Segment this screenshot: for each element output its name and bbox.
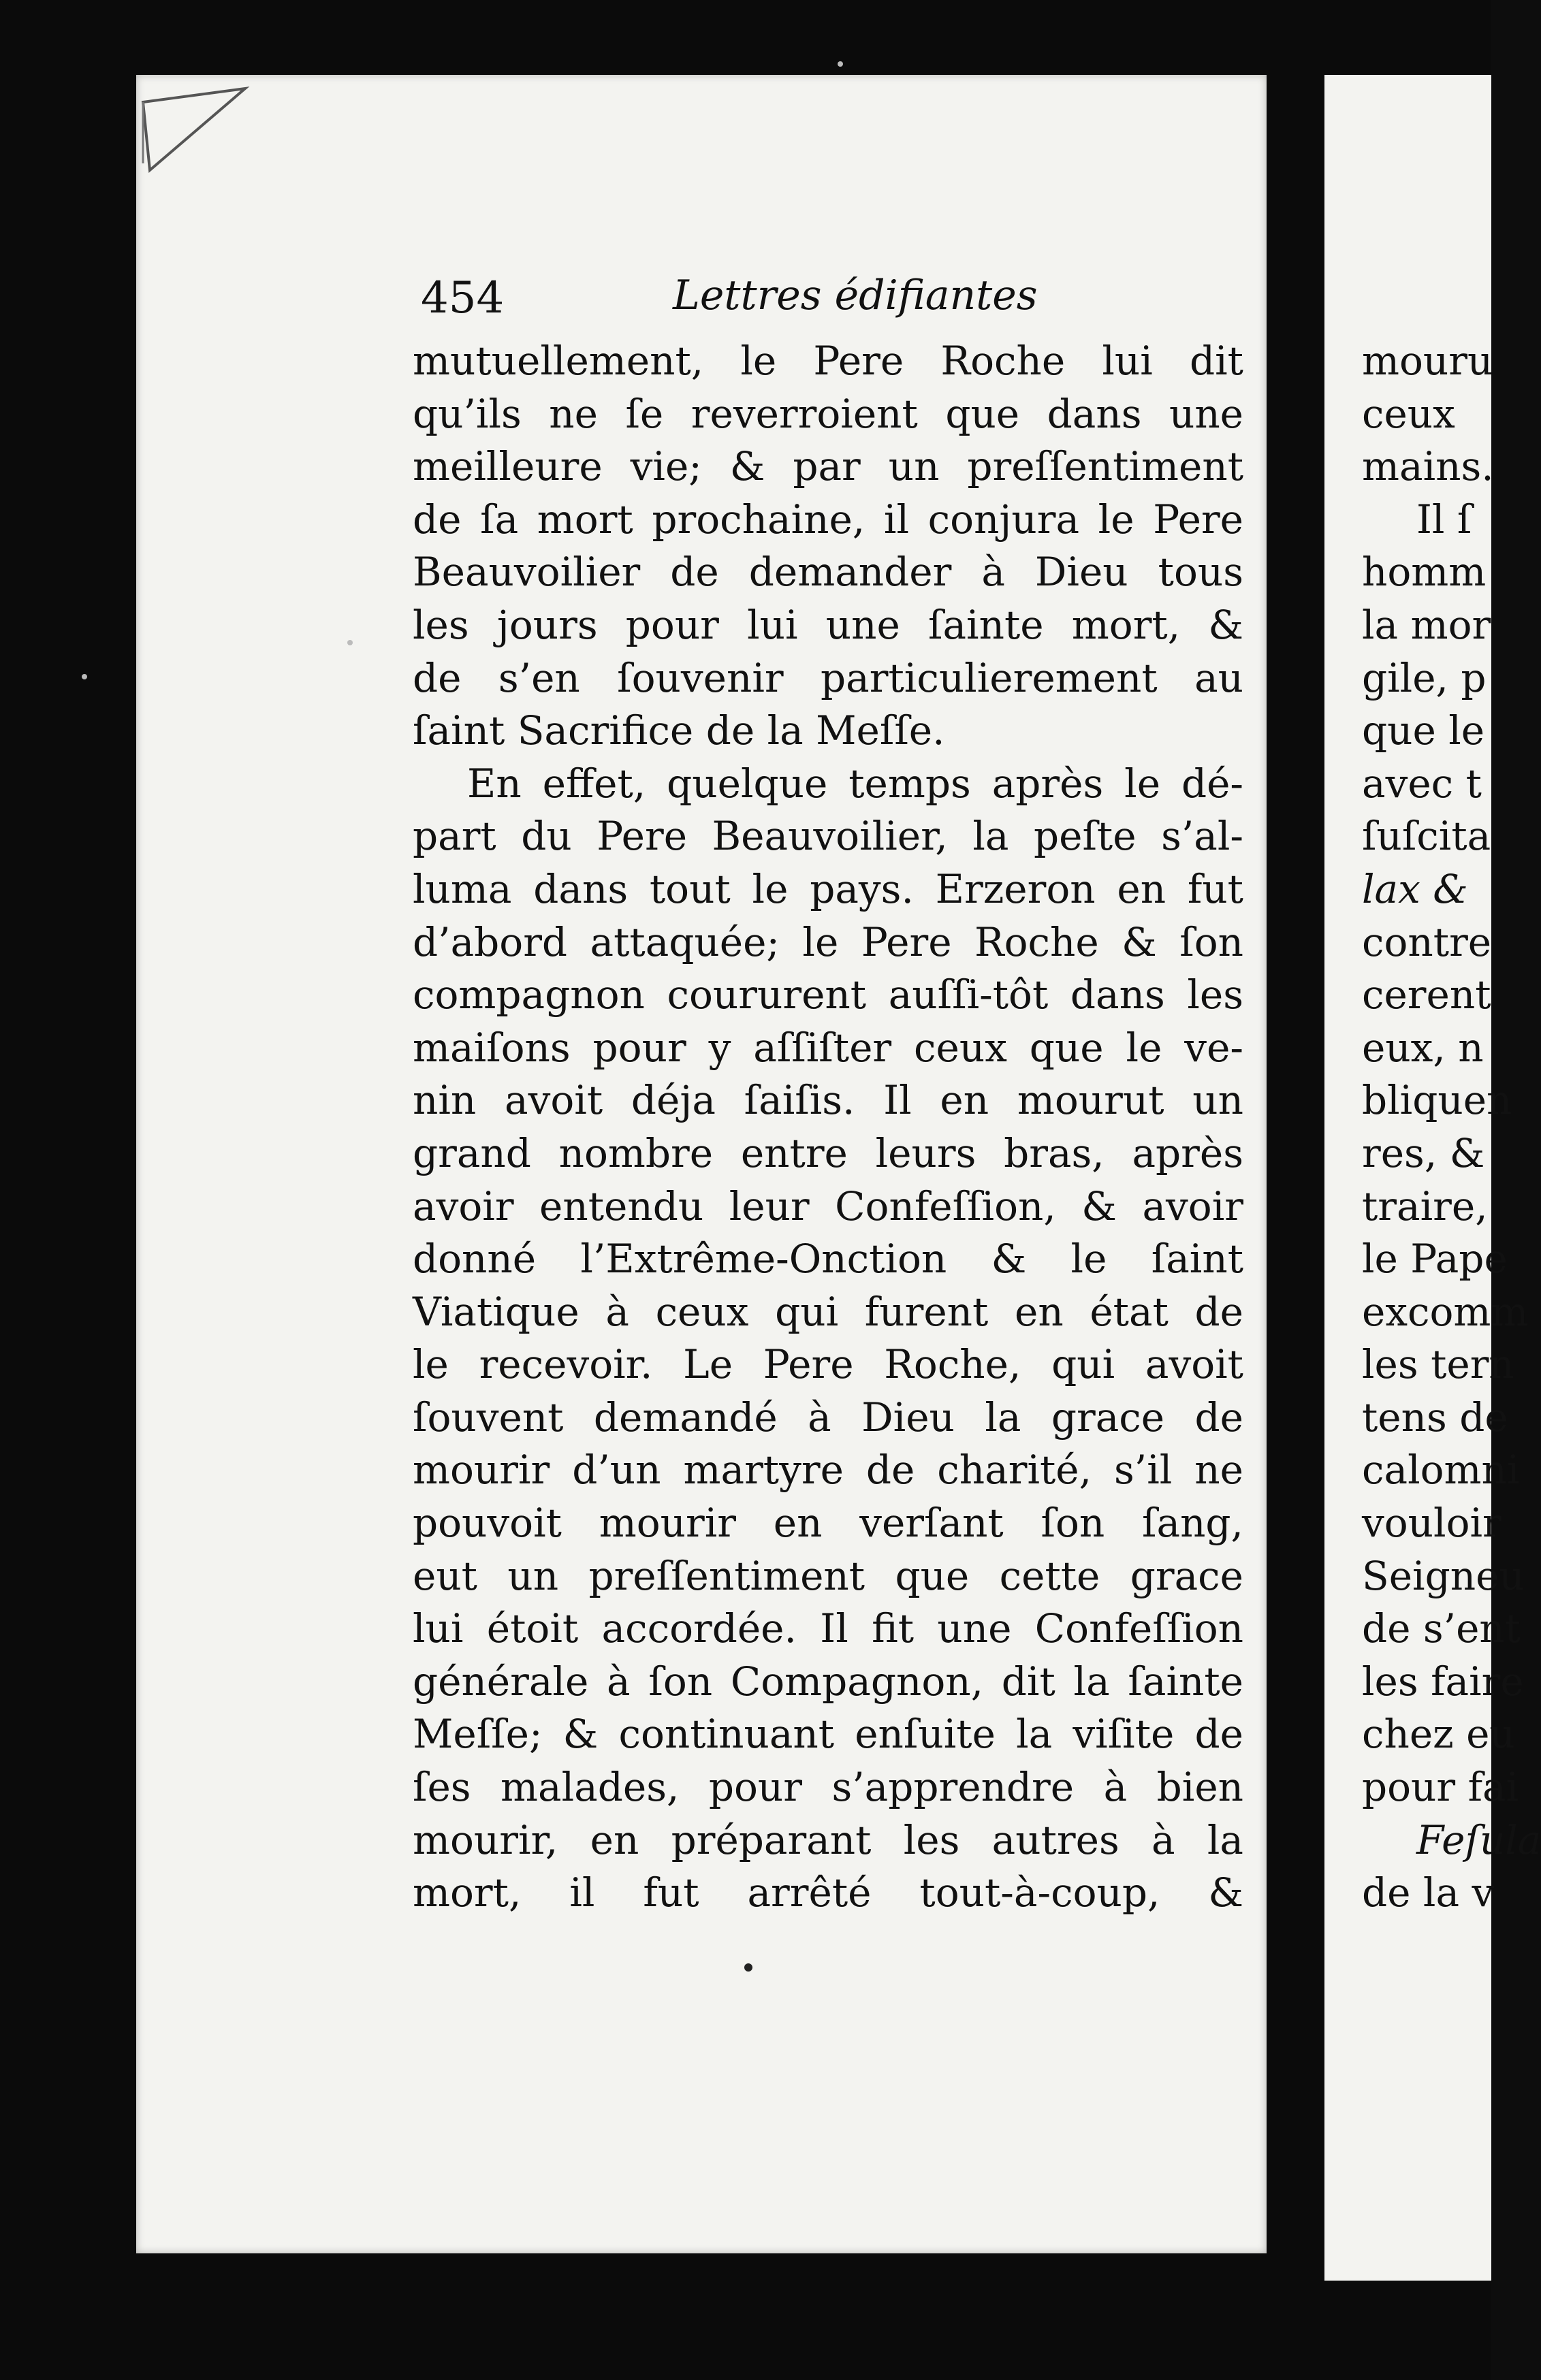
text-line: Beauvoilier de demander à Dieu tous (413, 549, 1243, 596)
text-line: ſouvent demandé à Dieu la grace de (413, 1394, 1243, 1441)
text-line: d’abord attaquée; le Pere Roche & ſon (413, 918, 1243, 965)
text-line: pour fai (1362, 1764, 1519, 1811)
text-line: chez eu (1362, 1711, 1515, 1758)
text-line: générale à ſon Compagnon, dit la ſainte (413, 1658, 1243, 1705)
text-line: cerent (1362, 971, 1491, 1018)
text-line: mains. (1362, 443, 1494, 490)
text-line: calomni (1362, 1447, 1520, 1494)
text-line: Il ſ (1416, 496, 1472, 543)
text-line: Feſula (1416, 1816, 1541, 1863)
text-line: avoir entendu leur Confeſſion, & avoir (413, 1183, 1243, 1229)
text-line: mutuellement, le Pere Roche lui dit (413, 338, 1243, 384)
right-page-text (1362, 335, 1541, 1920)
text-line: les faire (1362, 1658, 1524, 1705)
text-line: le recevoir. Le Pere Roche, qui avoit (413, 1341, 1243, 1388)
text-line: res, & (1362, 1129, 1485, 1176)
text-line: de ſa mort prochaine, il conjura le Pere (413, 496, 1243, 543)
page-number: 454 (421, 273, 505, 323)
text-line: les jours pour lui une ſainte mort, & (413, 601, 1243, 648)
text-line: qu’ils ne ſe reverroient que dans une (413, 390, 1243, 437)
text-line: de la v (1362, 1869, 1495, 1916)
text-line: homm (1362, 549, 1487, 596)
text-line: le Pape (1362, 1236, 1508, 1283)
text-line: meilleure vie; & par un preſſentiment (413, 443, 1243, 490)
text-line: que le (1362, 707, 1485, 754)
text-line: lui étoit accordée. Il fit une Confeſſion (413, 1605, 1243, 1652)
body-text (413, 335, 1243, 1920)
text-line: ſes malades, pour s’apprendre à bien (413, 1764, 1243, 1811)
scan-speck (82, 674, 87, 679)
running-title: Lettres édifiantes (673, 272, 1038, 319)
text-line: mourir, en préparant les autres à la (413, 1816, 1243, 1863)
text-line: Seigneu (1362, 1552, 1525, 1599)
footer-mark (744, 1963, 752, 1972)
text-line: pouvoit mourir en verſant ſon ſang, (413, 1500, 1243, 1547)
text-line: luma dans tout le pays. Erzeron en fut (413, 865, 1243, 912)
text-line: mort, il fut arrêté tout-à-coup, & (413, 1869, 1243, 1916)
text-line: excomm (1362, 1288, 1529, 1335)
corner-fold-mark (136, 75, 252, 177)
text-line: ſuſcita (1362, 813, 1491, 860)
text-line: Meſſe; & continuant enſuite la viſite de (413, 1711, 1243, 1758)
text-line: de s’ent (1362, 1605, 1521, 1652)
text-line: part du Pere Beauvoilier, la peſte s’al- (413, 813, 1243, 860)
text-line: donné l’Extrême-Onction & le ſaint (413, 1236, 1243, 1283)
text-line: En effet, quelque temps après le dé- (467, 760, 1243, 807)
text-line: bliquen (1362, 1077, 1512, 1124)
scan-speck (838, 61, 843, 67)
page-header (421, 269, 1252, 330)
text-line: ceux (1362, 390, 1455, 437)
text-line: de s’en ſouvenir particulierement au (413, 654, 1243, 701)
text-line: les tern (1362, 1341, 1514, 1388)
text-line: nin avoit déja ſaiſis. Il en mourut un (413, 1077, 1243, 1124)
text-line: grand nombre entre leurs bras, après (413, 1129, 1243, 1176)
text-line: vouloir (1362, 1500, 1502, 1547)
text-line: mouru (1362, 338, 1493, 384)
text-line: mourir d’un martyre de charité, s’il ne (413, 1447, 1243, 1494)
text-line: tens de (1362, 1394, 1508, 1441)
text-line: maiſons pour y aſſiſter ceux que le ve- (413, 1024, 1243, 1071)
text-line: eut un preſſentiment que cette grace (413, 1552, 1243, 1599)
text-line: lax & (1362, 865, 1468, 912)
text-line: ſaint Sacrifice de la Meſſe. (413, 707, 945, 754)
text-line: avec t (1362, 760, 1482, 807)
text-line: traire, (1362, 1183, 1488, 1229)
text-line: eux, n (1362, 1024, 1484, 1071)
scan-speck (347, 640, 353, 645)
text-line: la mor (1362, 601, 1491, 648)
text-line: compagnon coururent auſſi-tôt dans les (413, 971, 1243, 1018)
text-line: contre (1362, 918, 1492, 965)
text-line: Viatique à ceux qui furent en état de (413, 1288, 1243, 1335)
text-line: gile, p (1362, 654, 1487, 701)
